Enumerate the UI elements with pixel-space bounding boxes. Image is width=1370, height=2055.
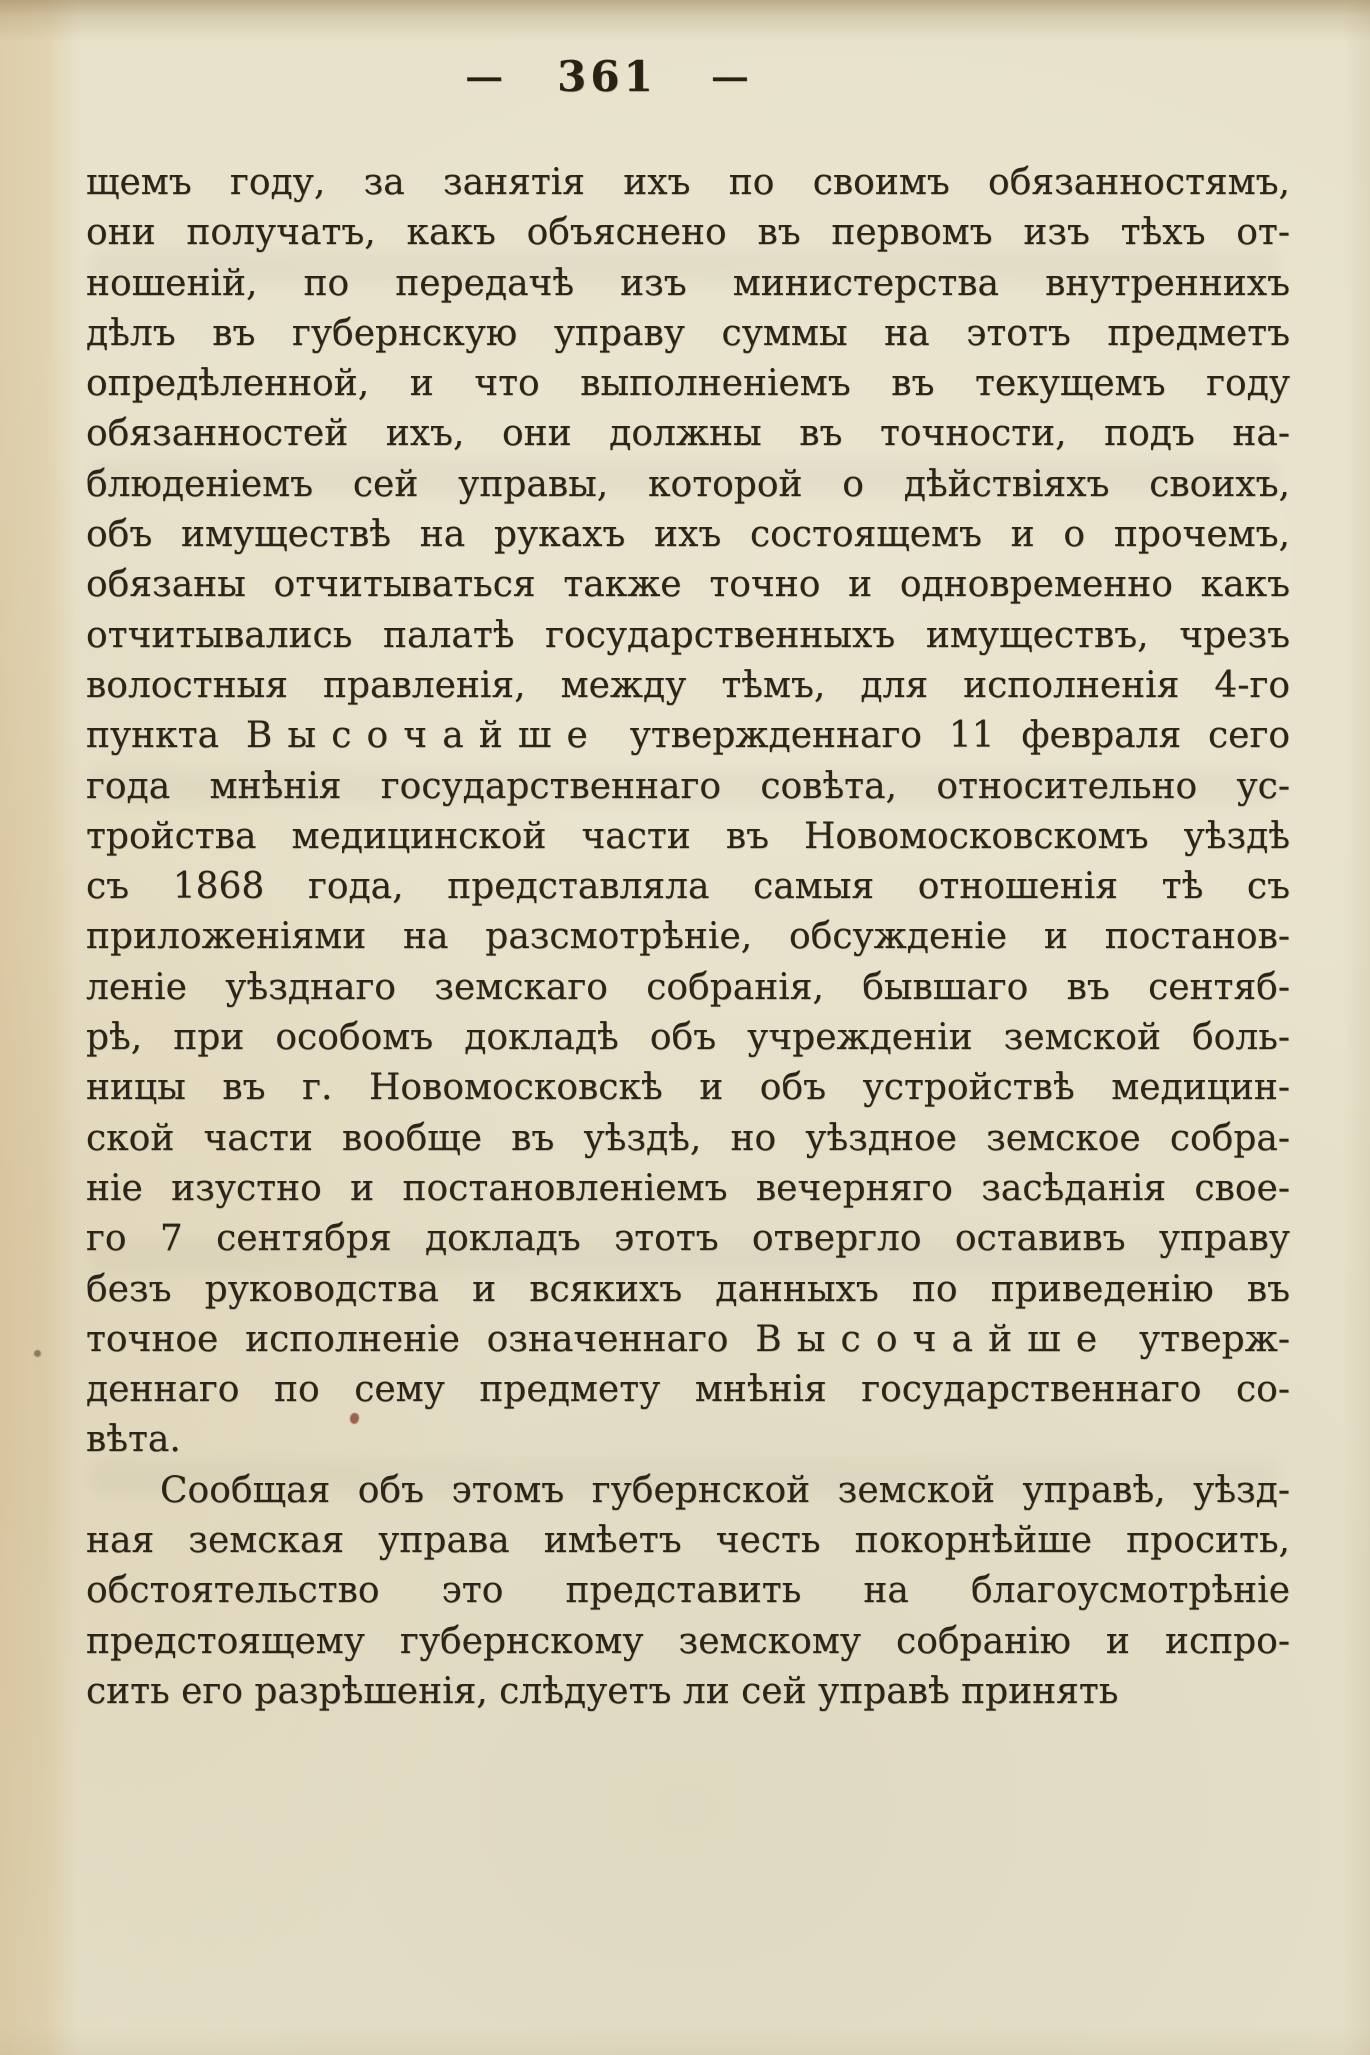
text-line: ніе изустно и постановленіемъ вечерняго засѣданія свое- [86, 1167, 1290, 1209]
text-line: щемъ году, за занятія ихъ по своимъ обязанностямъ, [86, 162, 1290, 203]
text-line [86, 711, 1290, 761]
text-line: вѣта. [86, 1419, 181, 1461]
page-header [0, 52, 1292, 101]
text-line: предстоящему губернскому земскому собранію и испро- [86, 1620, 1290, 1662]
text-line: сить его разрѣшенія, слѣдуетъ ли сей управѣ принять [86, 1670, 1119, 1712]
text-line: съ 1868 года, представляла самыя отношенія тѣ съ [86, 866, 1290, 908]
margin-dot [34, 1350, 41, 1357]
letterspaced-word: Высочайше [245, 715, 603, 757]
text-segment: утвержденнаго 11 февраля сего [602, 715, 1290, 757]
text-line: ницы въ г. Новомосковскѣ и объ устройствѣ медицин- [86, 1067, 1290, 1109]
text-line: дѣлъ въ губернскую управу суммы на этотъ предметъ [86, 312, 1290, 354]
text-line [86, 1315, 1290, 1365]
text-line: ношеній, по передачѣ изъ министерства внутреннихъ [86, 262, 1290, 304]
text-line: тройства медицинской части въ Новомосковскомъ уѣздѣ [86, 815, 1290, 857]
text-line: объ имуществѣ на рукахъ ихъ состоящемъ и о прочемъ, [86, 514, 1290, 556]
page-number: 361 [557, 52, 657, 101]
text-line: ная земская управа имѣетъ честь покорнѣйше просить, [86, 1520, 1290, 1562]
text-line: опредѣленной, и что выполненіемъ въ текущемъ году [86, 363, 1290, 405]
text-line: обязанностей ихъ, они должны въ точности, подъ на- [86, 413, 1290, 455]
text-line: они получатъ, какъ объяснено въ первомъ изъ тѣхъ от- [86, 212, 1290, 254]
text-column [86, 158, 1290, 1717]
text-line: го 7 сентября докладъ этотъ отвергло оставивъ управу [86, 1218, 1290, 1260]
header-left-dash: — [465, 58, 504, 95]
text-line: Сообщая объ этомъ губернской земской управѣ, уѣзд- [160, 1469, 1290, 1511]
header-right-dash: — [710, 58, 749, 95]
text-line: обстоятельство это представить на благоусмотрѣніе [86, 1570, 1290, 1612]
text-line: деннаго по сему предмету мнѣнія государственнаго со- [86, 1369, 1290, 1411]
text-line: обязаны отчитываться также точно и одновременно какъ [86, 564, 1290, 606]
text-line: отчитывались палатѣ государственныхъ имуществъ, чрезъ [86, 614, 1290, 656]
text-segment: точное исполненіе означеннаго [86, 1318, 756, 1360]
letterspaced-word: Высочайше [755, 1318, 1113, 1360]
text-line: года мнѣнія государственнаго совѣта, относительно ус- [86, 765, 1290, 807]
text-segment: пункта [86, 715, 246, 757]
text-line: блюденіемъ сей управы, которой о дѣйствіяхъ своихъ, [86, 463, 1290, 505]
text-line: ской части вообще въ уѣздѣ, но уѣздное земское собра- [86, 1117, 1290, 1159]
text-line: безъ руководства и всякихъ данныхъ по приведенію въ [86, 1268, 1290, 1310]
paragraph [86, 1466, 1290, 1717]
text-segment: утверж- [1112, 1318, 1290, 1360]
text-line: приложеніями на разсмотрѣніе, обсужденіе и постанов- [86, 916, 1290, 958]
text-line: леніе уѣзднаго земскаго собранія, бывшаго въ сентяб- [86, 966, 1290, 1008]
paragraph [86, 158, 1290, 1466]
text-line: рѣ, при особомъ докладѣ объ учрежденіи земской боль- [86, 1017, 1290, 1059]
text-line: волостныя правленія, между тѣмъ, для исполненія 4-го [86, 664, 1290, 706]
